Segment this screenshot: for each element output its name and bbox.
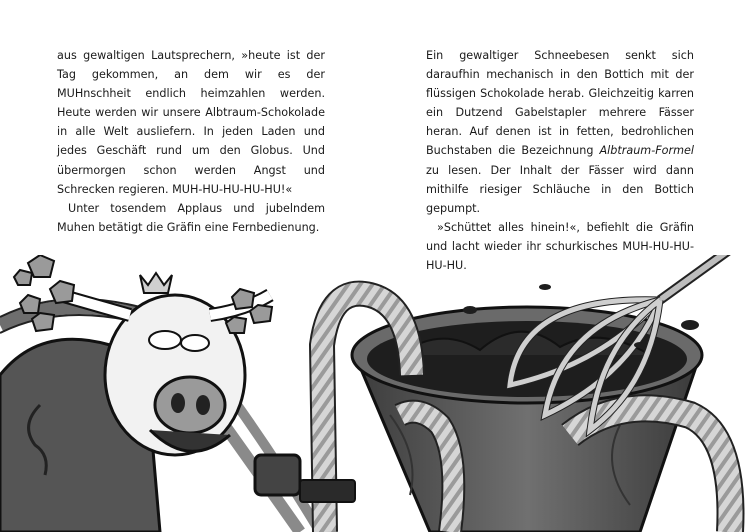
right-paragraph-2: »Schüttet alles hinein!«, befiehlt die Gräfin und lacht wieder ihr schurkisches MUH-HU-HU-HU-HU. bbox=[426, 220, 694, 273]
right-paragraph-1 bbox=[426, 46, 694, 218]
right-paragraph-1-start: Ein gewaltiger Schneebesen senkt sich daraufhin mechanisch in den Bottich mit der flüssigen Schokolade herab. Gleichzeitig karren ein Dutzend Gabelstapler mehrere Fässer heran. Auf denen ist in fetten, bedrohlichen Buchstaben die Bezeichnung bbox=[426, 49, 694, 158]
right-paragraph-1-end: zu lesen. Der Inhalt der Fässer wird dann mithilfe riesiger Schläuche in den Bottich gepumpt. bbox=[426, 163, 694, 215]
illustration bbox=[0, 255, 750, 532]
left-paragraph-2: Unter tosendem Applaus und jubelndem Muhen betätigt die Gräfin eine Fernbedienung. bbox=[57, 201, 325, 234]
formula-name: Albtraum-Formel bbox=[599, 144, 694, 158]
right-text-column bbox=[426, 46, 694, 275]
left-text-column bbox=[57, 46, 325, 237]
left-paragraph-1: aus gewaltigen Lautsprechern, »heute ist der Tag gekommen, an dem wir es der MUHnschheit endlich heimzahlen werden. Heute werden wir unsere Albtraum-Schokolade in alle Welt ausliefern. In jeden Laden und jedes Geschäft rund um den Globus. Und übermorgen schon werden Angst und Schrecken regieren. MUH-HU-HU-HU-HU!« bbox=[57, 49, 325, 196]
